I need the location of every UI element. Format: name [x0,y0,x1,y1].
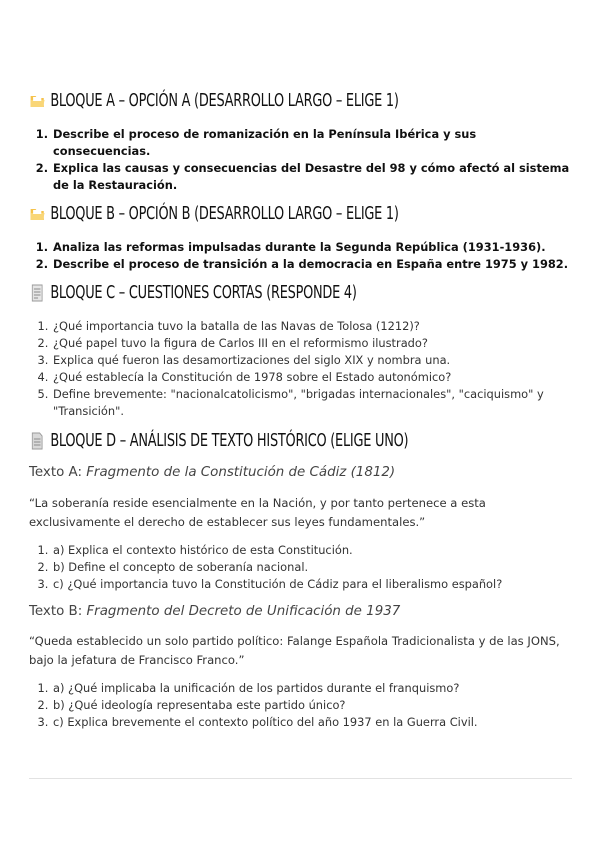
memo-icon [29,283,45,303]
block-c-list [29,318,574,420]
block-b-list [29,239,574,273]
list-item: 2. b) Define el concepto de soberanía nacional. [52,559,574,576]
text-b-heading [29,602,574,622]
list-item: 1. ¿Qué importancia tuvo la batalla de las Navas de Tolosa (1212)? [52,318,574,335]
folder-open-icon [29,91,45,111]
text-a-quote: “La soberanía reside esencialmente en la Nación, y por tanto pertenece a esta exclusivamente el derecho de establecer sus leyes fundamentales.” [29,496,486,529]
text-b-questions [29,680,574,731]
block-c-title [29,280,476,306]
list-item: 1. a) ¿Qué implicaba la unificación de los partidos durante el franquismo? [52,680,574,697]
block-a-title [29,88,476,114]
list-item: 1. Describe el proceso de romanización en la Península Ibérica y sus consecuencias. [52,126,574,160]
block-a-list [29,126,574,194]
block-d-title [29,428,476,454]
folder-open-icon [29,204,45,224]
text-a-name: Fragmento de la Constitución de Cádiz (1812) [86,465,396,480]
list-item: 2. ¿Qué papel tuvo la figura de Carlos III en el reformismo ilustrado? [52,335,574,352]
list-item: 2. b) ¿Qué ideología representaba este partido único? [52,697,574,714]
list-item: 1. a) Explica el contexto histórico de esta Constitución. [52,542,574,559]
list-item: 4. ¿Qué establecía la Constitución de 1978 sobre el Estado autonómico? [52,369,574,386]
block-b-title-text: BLOQUE B – OPCIÓN B (DESARROLLO LARGO – ELIGE 1) [50,204,399,224]
list-item: 3. Explica qué fueron las desamortizaciones del siglo XIX y nombra una. [52,352,574,369]
document-icon [29,431,45,451]
list-item: 2. Explica las causas y consecuencias del Desastre del 98 y cómo afectó al sistema de la Restauración. [52,160,574,194]
block-c-title-text: BLOQUE C – CUESTIONES CORTAS (RESPONDE 4) [50,283,357,303]
block-d-title-text: BLOQUE D – ANÁLISIS DE TEXTO HISTÓRICO (ELIGE UNO) [50,431,409,451]
text-b-label: Texto B: [29,604,87,619]
bottom-divider [29,778,572,779]
text-a-questions [29,542,574,593]
list-item: 5. Define brevemente: "nacionalcatolicismo", "brigadas internacionales", "caciquismo" y "Transición". [52,386,574,420]
text-a-label: Texto A: [29,465,87,480]
block-b-title [29,201,476,227]
list-item: 3. c) Explica brevemente el contexto político del año 1937 en la Guerra Civil. [52,714,574,731]
document-page [29,88,574,731]
text-b-name: Fragmento del Decreto de Unificación de 1937 [86,604,401,619]
text-a-heading [29,463,574,483]
block-a-title-text: BLOQUE A – OPCIÓN A (DESARROLLO LARGO – ELIGE 1) [50,91,399,111]
list-item: 3. c) ¿Qué importancia tuvo la Constitución de Cádiz para el liberalismo español? [52,576,574,593]
list-item: 1. Analiza las reformas impulsadas durante la Segunda República (1931-1936). [52,239,574,256]
list-item: 2. Describe el proceso de transición a la democracia en España entre 1975 y 1982. [52,256,574,273]
text-b-quote: “Queda establecido un solo partido político: Falange Española Tradicionalista y de las JONS, bajo la jefatura de Francisco Franco.” [29,634,560,667]
